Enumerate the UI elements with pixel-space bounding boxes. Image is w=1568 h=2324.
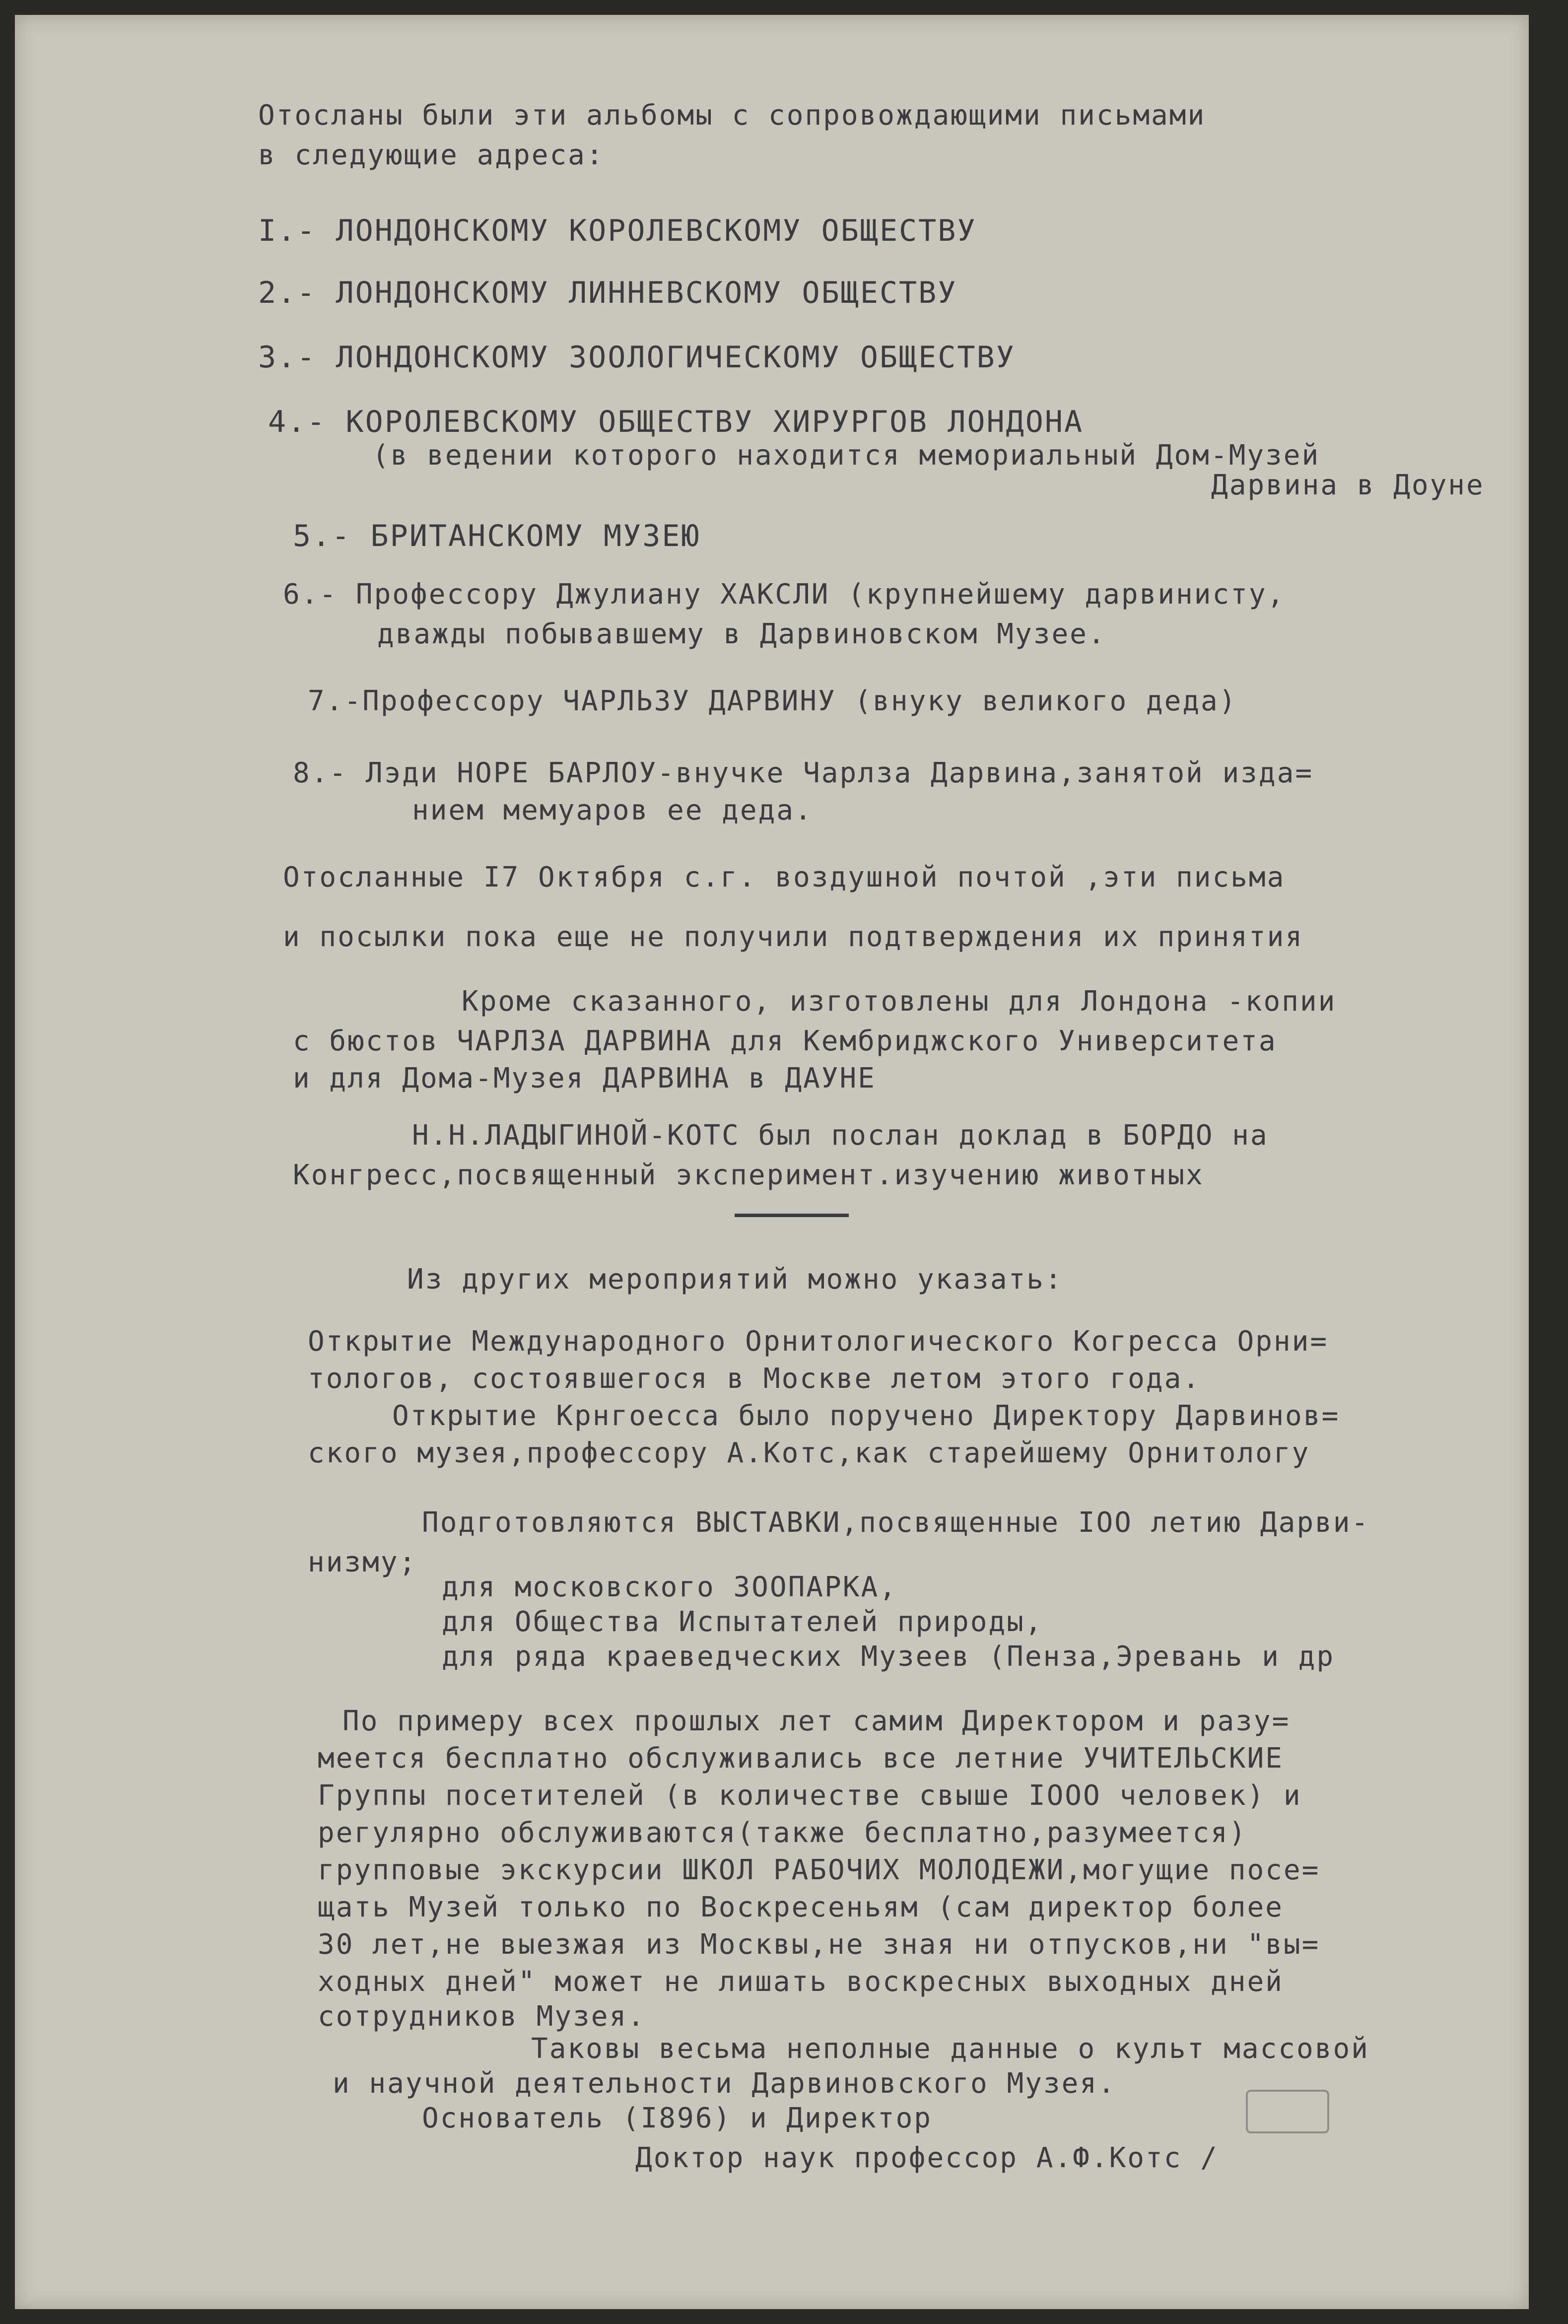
list-item: 7.-Профессору ЧАРЛЬЗУ ДАРВИНУ (внуку великого деда) xyxy=(308,685,1237,717)
text-line: Открытие Крнгоесса было поручено Директору Дарвинов= xyxy=(392,1400,1340,1432)
text-line: По примеру всех прошлых лет самим Директором и разу= xyxy=(342,1705,1291,1737)
text-line: щать Музей только по Воскресеньям (сам директор более xyxy=(318,1891,1284,1923)
list-item: 4.- КОРОЛЕВСКОМУ ОБЩЕСТВУ ХИРУРГОВ ЛОНДОНА xyxy=(268,405,1084,439)
text-line: для Общества Испытателей природы, xyxy=(442,1606,1043,1638)
signature-line: Основатель (I896) и Директор xyxy=(422,2102,933,2134)
text-line: Подготовляются ВЫСТАВКИ,посвященные IOO летию Дарви- xyxy=(422,1506,1370,1539)
separator-line xyxy=(735,1214,849,1217)
text-line: Из других мероприятий можно указать: xyxy=(407,1263,1063,1296)
text-line: ходных дней" может не лишать воскресных выходных дней xyxy=(318,1966,1284,1998)
signature-line: Доктор наук профессор А.Ф.Котс / xyxy=(635,2142,1219,2174)
text-line: Открытие Международного Орнитологического Когресса Орни= xyxy=(308,1325,1329,1358)
text-line: для московского ЗООПАРКА, xyxy=(442,1571,897,1603)
list-item: 3.- ЛОНДОНСКОМУ ЗООЛОГИЧЕСКОМУ ОБЩЕСТВУ xyxy=(258,340,1016,375)
text-line: и для Дома-Музея ДАРВИНА в ДАУНЕ xyxy=(293,1062,876,1094)
text-line: 30 лет,не выезжая из Москвы,не зная ни отпусков,ни "вы= xyxy=(318,1928,1320,1961)
text-line: с бюстов ЧАРЛЗА ДАРВИНА для Кембриджского Университета xyxy=(293,1025,1277,1057)
text-line: и научной деятельности Дарвиновского Музея. xyxy=(333,2067,1116,2100)
text-line: Таковы весьма неполные данные о культ массовой xyxy=(531,2033,1369,2065)
text-line: и посылки пока еще не получили подтверждения их принятия xyxy=(283,921,1304,953)
list-item: 6.- Профессору Джулиану ХАКСЛИ (крупнейшему дарвинисту, xyxy=(283,578,1286,611)
text-line: тологов, состоявшегося в Москве летом этого года. xyxy=(308,1363,1201,1395)
text-line: низму; xyxy=(308,1546,417,1578)
text-line: Отосланы были эти альбомы с сопровождающими письмами xyxy=(258,99,1206,132)
text-line: Дарвина в Доуне xyxy=(1211,469,1485,501)
list-item: 8.- Лэди НОРЕ БАРЛОУ-внучке Чарлза Дарвина,занятой изда= xyxy=(293,757,1314,789)
text-line: регулярно обслуживаются(также бесплатно,разумеется) xyxy=(318,1817,1247,1849)
text-line: в следующие адреса: xyxy=(258,139,605,171)
list-item: I.- ЛОНДОНСКОМУ КОРОЛЕВСКОМУ ОБЩЕСТВУ xyxy=(258,213,977,248)
text-line: Конгресс,посвященный эксперимент.изучению животных xyxy=(293,1159,1204,1191)
text-line: Группы посетителей (в количестве свыше IOOO человек) и xyxy=(318,1779,1302,1812)
text-line: Н.Н.ЛАДЫГИНОЙ-КОТС был послан доклад в БОРДО на xyxy=(412,1119,1269,1152)
list-item: 2.- ЛОНДОНСКОМУ ЛИННЕВСКОМУ ОБЩЕСТВУ xyxy=(258,275,957,310)
text-line: нием мемуаров ее деда. xyxy=(412,794,813,826)
text-line: ского музея,профессору А.Котс,как старейшему Орнитологу xyxy=(308,1437,1310,1469)
text-line: Отосланные I7 Октября с.г. воздушной почтой ,эти письма xyxy=(283,861,1286,893)
text-line: дважды побывавшему в Дарвиновском Музее. xyxy=(377,618,1106,650)
text-line: Кроме сказанного, изготовлены для Лондона -копии xyxy=(462,985,1337,1018)
list-item: 5.- БРИТАНСКОМУ МУЗЕЮ xyxy=(293,519,701,553)
text-line: (в ведении которого находится мемориальный Дом-Музей xyxy=(372,439,1320,472)
document-page xyxy=(15,15,1529,2309)
text-line: меется бесплатно обслуживались все летние УЧИТЕЛЬСКИЕ xyxy=(318,1742,1284,1775)
text-line: для ряда краеведческих Музеев (Пенза,Эревань и др xyxy=(442,1640,1335,1673)
text-line: сотрудников Музея. xyxy=(318,2000,646,2033)
text-line: групповые экскурсии ШКОЛ РАБОЧИХ МОЛОДЕЖИ,могущие посе= xyxy=(318,1854,1320,1886)
stamp-mark xyxy=(1246,2090,1329,2133)
